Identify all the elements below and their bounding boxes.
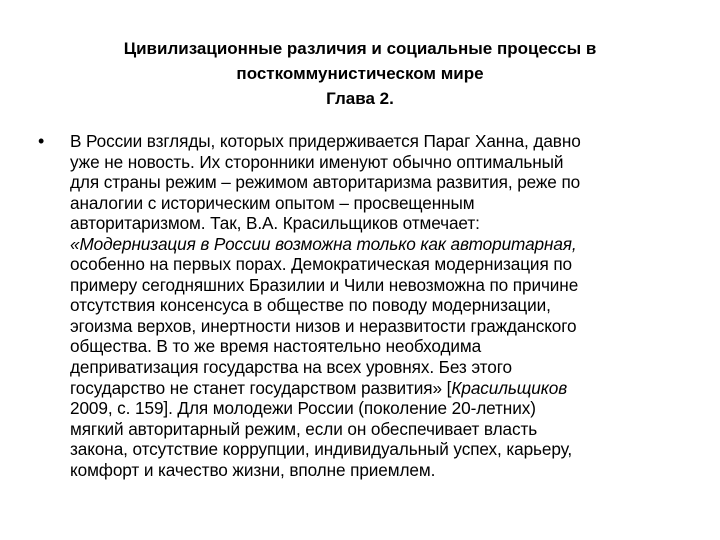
text-line bbox=[70, 254, 682, 275]
text-run: авторитаризмом. Так, В.А. Красильщиков отмечает: bbox=[70, 213, 480, 234]
title-line-2: посткоммунистическом мире bbox=[236, 64, 484, 83]
quote-line bbox=[70, 234, 682, 255]
text-run: В России взгляды, которых придерживается Параг Ханна, давно bbox=[70, 131, 581, 151]
text-line bbox=[70, 316, 682, 337]
text-line bbox=[70, 336, 682, 357]
text-line bbox=[70, 439, 682, 460]
text-line bbox=[70, 172, 682, 193]
text-line bbox=[70, 131, 682, 152]
text-run: закона, отсутствие коррупции, индивидуальный успех, карьеру, bbox=[70, 439, 573, 460]
text-line bbox=[70, 275, 682, 296]
text-run: отсутствия консенсуса в обществе по поводу модернизации, bbox=[70, 295, 551, 316]
citation-line bbox=[70, 378, 682, 399]
text-run: государство не станет государством развития» [ bbox=[70, 377, 452, 398]
text-line bbox=[70, 193, 682, 214]
text-line bbox=[70, 295, 682, 316]
list-item bbox=[38, 131, 688, 480]
text-run: общества. В то же время настоятельно необходима bbox=[70, 336, 482, 357]
text-run: деприватизация государства на всех уровнях. Без этого bbox=[70, 357, 512, 378]
text-line bbox=[70, 213, 682, 234]
italic-run: Красильщиков bbox=[451, 377, 568, 398]
text-line bbox=[70, 419, 682, 440]
text-run: 2009, с. 159]. Для молодежи России (поколение 20-летних) bbox=[70, 398, 536, 419]
text-run: комфорт и качество жизни, вполне приемлем. bbox=[70, 459, 436, 480]
text-line bbox=[70, 357, 682, 378]
text-run: примеру сегодняшних Бразилии и Чили невозможна по причине bbox=[70, 274, 579, 295]
slide-title bbox=[40, 36, 680, 111]
text-run: для страны режим – режимом авторитаризма развития, реже по bbox=[70, 172, 581, 193]
text-line bbox=[70, 398, 682, 419]
bullet-text bbox=[70, 131, 682, 480]
title-chapter: Глава 2. bbox=[326, 89, 394, 108]
text-run: особенно на первых порах. Демократическая модернизация по bbox=[70, 254, 572, 275]
bullet-list bbox=[38, 131, 688, 480]
text-run: эгоизма верхов, инертности низов и неразвитости гражданского bbox=[70, 315, 577, 336]
text-line bbox=[70, 460, 682, 481]
text-line bbox=[70, 152, 682, 173]
text-run: мягкий авторитарный режим, если он обеспечивает власть bbox=[70, 418, 538, 439]
text-run: уже не новость. Их сторонники именуют обычно оптимальный bbox=[70, 151, 564, 172]
italic-run: «Модернизация в России возможна только как авторитарная, bbox=[70, 233, 577, 254]
bullet-icon: • bbox=[38, 131, 45, 151]
title-line-1: Цивилизационные различия и социальные процессы в bbox=[123, 39, 597, 58]
text-run: аналогии с историческим опытом – просвещенным bbox=[70, 192, 475, 213]
